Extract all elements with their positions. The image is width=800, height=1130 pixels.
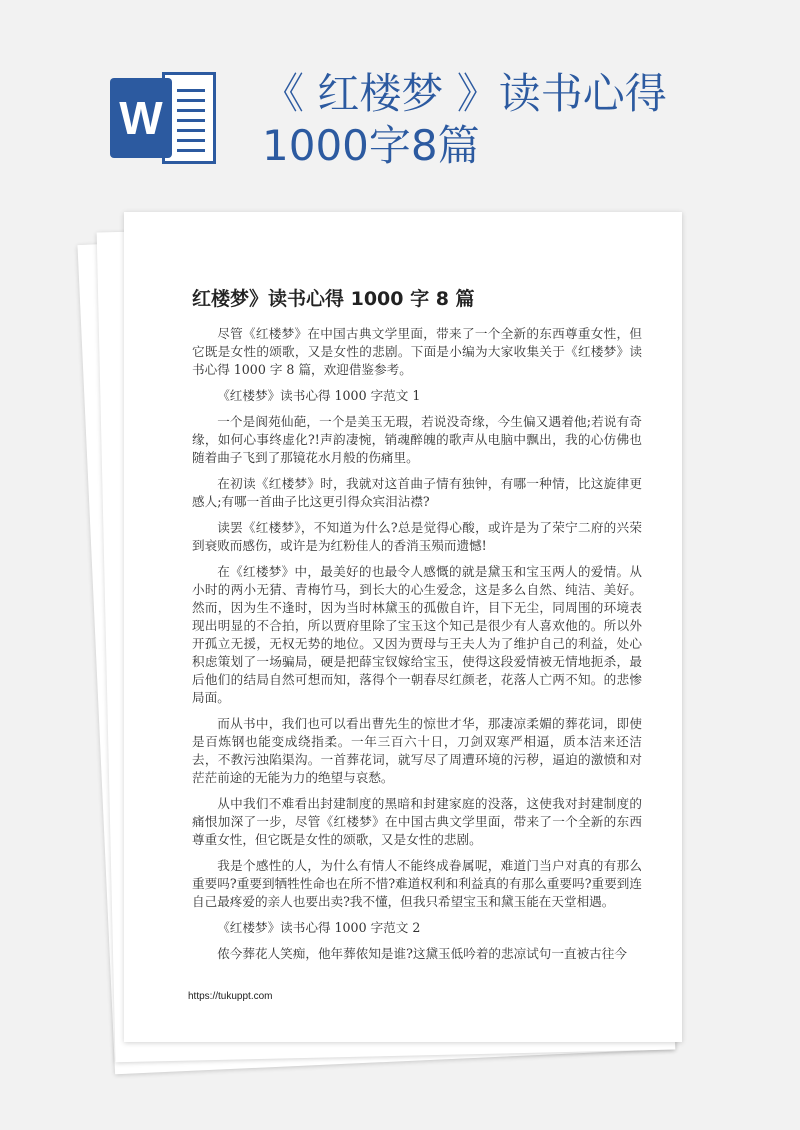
paragraph: 读罢《红楼梦》，不知道为什么?总是觉得心酸，或许是为了荣宁二府的兴荣到衰败而感伤，或许是为红粉佳人的香消玉殒而遗憾! — [192, 520, 642, 553]
document-page — [124, 212, 682, 1042]
document-title: 红楼梦》读书心得 1000 字 8 篇 — [192, 288, 475, 310]
word-logo-icon — [110, 70, 220, 166]
paragraph: 尽管《红楼梦》在中国古典文学里面，带来了一个全新的东西尊重女性，但它既是女性的颂歌，又是女性的悲剧。下面是小编为大家收集关于《红楼梦》读书心得 1000 字 8 篇，欢迎借鉴参考。 — [192, 326, 642, 377]
section-heading: 《红楼梦》读书心得 1000 字范文 2 — [217, 920, 421, 935]
paragraph: 一个是阆苑仙葩，一个是美玉无瑕，若说没奇缘，今生偏又遇着他;若说有奇缘，如何心事终虚化?!声韵凄惋，销魂醉魄的歌声从电脑中飘出，我的心仿佛也随着曲子飞到了那镜花水月般的伤痛里。 — [192, 414, 642, 465]
paragraph: 在《红楼梦》中，最美好的也最令人感慨的就是黛玉和宝玉两人的爱情。从小时的两小无猜、青梅竹马，到长大的心生爱念，这是多么自然、纯洁、美好。然而，因为生不逢时，因为当时林黛玉的孤傲自许，目下无尘，同周围的环境表现出明显的不合拍，所以贾府里除了宝玉这个知己是很少有人喜欢他的。所以外开孤立无援，无权无势的地位。又因为贾母与王夫人为了维护自己的利益，处心积虑策划了一场骗局，硬是把薛宝钗嫁给宝玉，使得这段爱情被无情地扼杀，最后他们的结局自然可想而知，落得个一朝春尽红颜老，花落人亡两不知。的悲惨局面。 — [192, 564, 642, 705]
paragraph: 而从书中，我们也可以看出曹先生的惊世才华，那凄凉柔媚的葬花词，即使是百炼钢也能变成绕指柔。一年三百六十日，刀剑双寒严相逼，质本洁来还洁去，不教污浊陷渠沟。一首葬花词，就写尽了周遭环境的污秽，逼迫的激愤和对茫茫前途的无能为力的绝望与哀愁。 — [192, 716, 642, 785]
paragraph: 我是个感性的人，为什么有情人不能终成眷属呢，难道门当户对真的有那么重要吗?重要到牺牲性命也在所不惜?难道权利和利益真的有那么重要吗?重要到连自己最疼爱的亲人也要出卖?我不懂，但我只希望宝玉和黛玉能在天堂相遇。 — [192, 858, 642, 909]
page-heading: 《 红楼梦 》读书心得1000字8篇 — [262, 69, 667, 170]
paragraph: 侬今葬花人笑痴，他年葬侬知是谁?这黛玉低吟着的悲凉试句一直被古往今 — [217, 946, 627, 961]
section-heading: 《红楼梦》读书心得 1000 字范文 1 — [217, 388, 421, 403]
document-body — [192, 325, 642, 971]
paragraph: 从中我们不难看出封建制度的黑暗和封建家庭的没落，这使我对封建制度的痛恨加深了一步，尽管《红楼梦》在中国古典文学里面，带来了一个全新的东西尊重女性，但它既是女性的颂歌，又是女性的悲剧。 — [192, 796, 642, 847]
paragraph: 在初读《红楼梦》时，我就对这首曲子情有独钟，有哪一种情，比这旋律更感人;有哪一首曲子比这更引得众宾泪沾襟? — [192, 476, 642, 509]
word-w-letter: W — [110, 78, 172, 158]
footer-url[interactable]: https://tukuppt.com — [188, 991, 273, 1002]
